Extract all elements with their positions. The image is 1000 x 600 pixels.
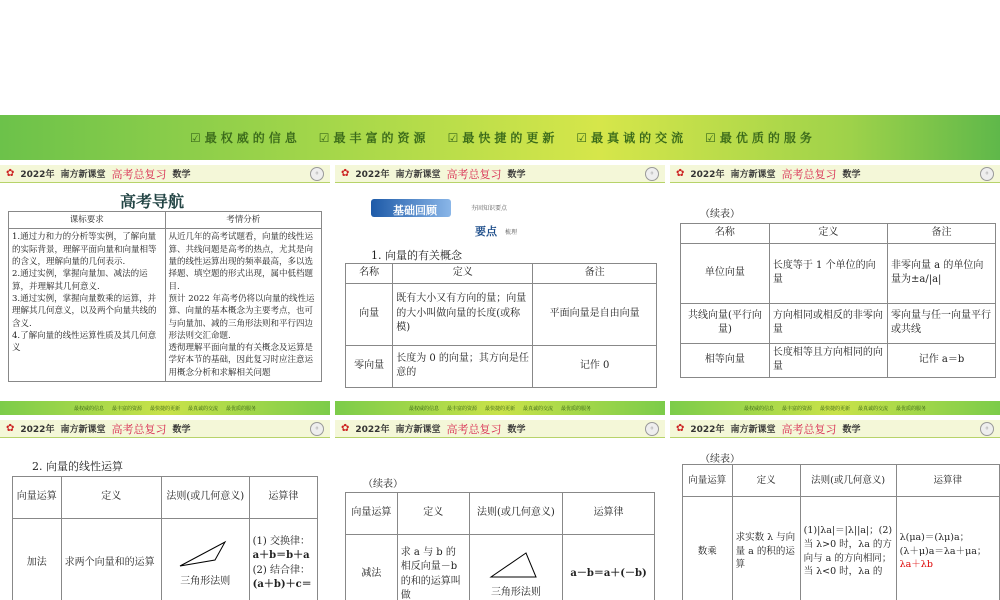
rule-label: 三角形法则 [180, 576, 231, 587]
banner-item: ☑最丰富的资源 [318, 131, 430, 145]
laws-cell [249, 519, 317, 600]
brand: 南方新课堂 [395, 425, 441, 435]
nav-circle-icon[interactable]: ◦ [310, 167, 324, 181]
triangle-diagram [486, 549, 546, 581]
badge-sub: 梳理 [505, 229, 518, 236]
year: 2022年 [355, 425, 390, 435]
col-header: 备注 [888, 224, 996, 244]
subject: 数学 [172, 170, 191, 180]
nav-circle-icon[interactable]: ◦ [980, 422, 994, 436]
table-cell: 记作 0 [533, 345, 657, 387]
laws-cell [896, 497, 999, 600]
section-heading: 1. 向量的有关概念 [371, 249, 462, 262]
banner-item: ☑最权威的信息 [190, 131, 301, 145]
concept-table-cont [680, 223, 996, 378]
law-line: (a＋b)＋c＝ [252, 579, 312, 590]
year: 2022年 [690, 170, 725, 180]
subject: 数学 [172, 425, 191, 435]
nav-circle-icon[interactable]: ◦ [980, 167, 994, 181]
operation-table [12, 476, 318, 600]
table-cell: 长度等于 1 个单位的向量 [769, 243, 887, 303]
law-line: (λ＋μ)a＝λa＋μa； [899, 545, 987, 557]
slide-header [335, 165, 665, 183]
col-header: 备注 [533, 264, 657, 284]
section-banner [371, 199, 451, 217]
logo-icon: ✿ [341, 168, 350, 179]
logo-icon: ✿ [676, 168, 685, 179]
table-cell: 加法 [13, 519, 62, 600]
col-header: 考情分析 [165, 212, 322, 229]
brand: 南方新课堂 [60, 170, 106, 180]
slide-6[interactable] [670, 420, 1000, 600]
banner-item: ☑最真诚的交流 [576, 131, 688, 145]
table-cell: 求实数 λ 与向量 a 的积的运算 [732, 497, 800, 600]
brand: 南方新课堂 [730, 170, 776, 180]
table-cell: 从近几年的高考试题看，向量的线性运算、共线问题是高考的热点，尤其是向量的线性运算出现的频率最高，多以选择题、填空题的形式出现，属中低档题目. 预计 2022 年高考仍将以向量的线性运算、向量的基本概念为主要考点，也可与向量加、减的三角形法则和平行四边形法则交汇命题. 透彻理解平面向量的有关概念及运算是学好本节的基础，因此复习时应注意运用概念分析和求解相关问题 [165, 229, 322, 382]
subject: 数学 [507, 425, 526, 435]
col-header: 法则(或几何意义) [161, 477, 249, 519]
logo-icon: ✿ [676, 423, 685, 434]
slide-5[interactable] [335, 420, 665, 600]
col-header: 法则(或几何意义) [800, 465, 896, 497]
slide-3[interactable] [670, 165, 1000, 415]
table-cell: 数乘 [683, 497, 733, 600]
table-cell: 减法 [346, 535, 398, 600]
year: 2022年 [20, 170, 55, 180]
series: 高考总复习 [781, 422, 837, 436]
section-heading: 2. 向量的线性运算 [32, 460, 123, 473]
subject: 数学 [842, 425, 861, 435]
logo-icon: ✿ [6, 423, 15, 434]
table-cell: 非零向量 a 的单位向量为±a/|a| [888, 243, 996, 303]
col-header: 定义 [61, 477, 161, 519]
rule-label: 三角形法则 [490, 587, 541, 598]
law-line: λa＋λb [899, 559, 933, 571]
logo-icon: ✿ [6, 168, 15, 179]
series: 高考总复习 [111, 422, 167, 436]
nav-circle-icon[interactable]: ◦ [645, 167, 659, 181]
law-line: (1) 交换律： [252, 535, 310, 547]
col-header: 向量运算 [346, 493, 398, 535]
table-cell: 平面向量是自由向量 [533, 283, 657, 345]
badge: 要点 [475, 225, 497, 238]
table-cell: 记作 a＝b [888, 343, 996, 377]
col-header: 定义 [732, 465, 800, 497]
brand: 南方新课堂 [60, 425, 106, 435]
col-header: 课标要求 [9, 212, 166, 229]
logo-icon: ✿ [341, 423, 350, 434]
slide-footer: 最权威的信息 最丰富的资源 最快捷的更新 最真诚的交流 最优质的服务 [335, 401, 665, 415]
brand: 南方新课堂 [730, 425, 776, 435]
col-header: 法则(或几何意义) [469, 493, 562, 535]
section-title: 基础回顾 [393, 204, 437, 217]
banner-item: ☑最快捷的更新 [447, 131, 559, 145]
col-header: 运算律 [896, 465, 999, 497]
col-header: 定义 [393, 264, 533, 284]
table-cell: 既有大小又有方向的量；向量的大小叫做向量的长度(或称模) [393, 283, 533, 345]
operation-table-cont-2 [682, 464, 1000, 600]
banner [0, 115, 1000, 160]
law-line: a＋b＝b＋a [252, 550, 310, 561]
series: 高考总复习 [446, 422, 502, 436]
slide-footer: 最权威的信息 最丰富的资源 最快捷的更新 最真诚的交流 最优质的服务 [670, 401, 1000, 415]
col-header: 定义 [397, 493, 469, 535]
continued-label: （续表） [700, 209, 740, 220]
table-cell: 向量 [346, 283, 393, 345]
table-cell: 长度为 0 的向量；其方向是任意的 [393, 345, 533, 387]
table-cell: 1.通过力和力的分析等实例，了解向量的实际背景，理解平面向量和向量相等的含义，理解向量的几何表示. 2.通过实例，掌握向量加、减法的运算，并理解其几何意义. 3.通过实例，掌握向量数乘的运算，并理解其几何意义，以及两个向量共线的含义. 4.了解向量的线性运算性质及其几何意义 [9, 229, 166, 382]
table-cell: 零向量 [346, 345, 393, 387]
nav-circle-icon[interactable]: ◦ [310, 422, 324, 436]
slide-header [335, 420, 665, 438]
triangle-diagram [175, 538, 235, 570]
table-cell: 单位向量 [681, 243, 770, 303]
col-header: 定义 [769, 224, 887, 244]
slide-1[interactable] [0, 165, 330, 415]
banner-item: ☑最优质的服务 [705, 131, 816, 145]
law-line: (2) 结合律： [252, 564, 310, 576]
info-table [8, 211, 322, 382]
col-header: 向量运算 [683, 465, 733, 497]
table-cell: 求 a 与 b 的相反向量－b 的和的运算叫做 [397, 535, 469, 600]
col-header: 向量运算 [13, 477, 62, 519]
nav-circle-icon[interactable]: ◦ [645, 422, 659, 436]
slide-2[interactable] [335, 165, 665, 415]
brand: 南方新课堂 [395, 170, 441, 180]
table-cell: 长度相等且方向相同的向量 [769, 343, 887, 377]
law-cell: a－b＝a＋(－b) [563, 535, 655, 600]
slide-header [0, 420, 330, 438]
subject: 数学 [842, 170, 861, 180]
rule-cell [161, 519, 249, 600]
year: 2022年 [20, 425, 55, 435]
continued-label: （续表） [363, 479, 403, 490]
continued-label: （续表） [700, 454, 740, 465]
table-cell: (1)|λa|＝|λ||a|；(2) 当 λ>0 时，λa 的方向与 a 的方向相同；当 λ<0 时，λa 的 [800, 497, 896, 600]
slide-header [670, 420, 1000, 438]
year: 2022年 [690, 425, 725, 435]
col-header: 名称 [346, 264, 393, 284]
col-header: 运算律 [563, 493, 655, 535]
col-header: 名称 [681, 224, 770, 244]
rule-cell [469, 535, 562, 600]
col-header: 运算律 [249, 477, 317, 519]
slide-4[interactable] [0, 420, 330, 600]
table-cell: 共线向量(平行向量) [681, 303, 770, 343]
section-subtitle: 夯固知识要点 [471, 205, 508, 212]
table-cell: 方向相同或相反的非零向量 [769, 303, 887, 343]
slide-header [0, 165, 330, 183]
year: 2022年 [355, 170, 390, 180]
series: 高考总复习 [781, 167, 837, 181]
slide-footer: 最权威的信息 最丰富的资源 最快捷的更新 最真诚的交流 最优质的服务 [0, 401, 330, 415]
table-cell: 相等向量 [681, 343, 770, 377]
slide-title: 高考导航 [120, 192, 185, 211]
table-cell: 求两个向量和的运算 [61, 519, 161, 600]
subject: 数学 [507, 170, 526, 180]
slide-header [670, 165, 1000, 183]
series: 高考总复习 [111, 167, 167, 181]
operation-table-cont [345, 492, 655, 600]
series: 高考总复习 [446, 167, 502, 181]
table-cell: 零向量与任一向量平行或共线 [888, 303, 996, 343]
concept-table [345, 263, 657, 388]
law-line: λ(μa)＝(λμ)a； [899, 531, 970, 543]
